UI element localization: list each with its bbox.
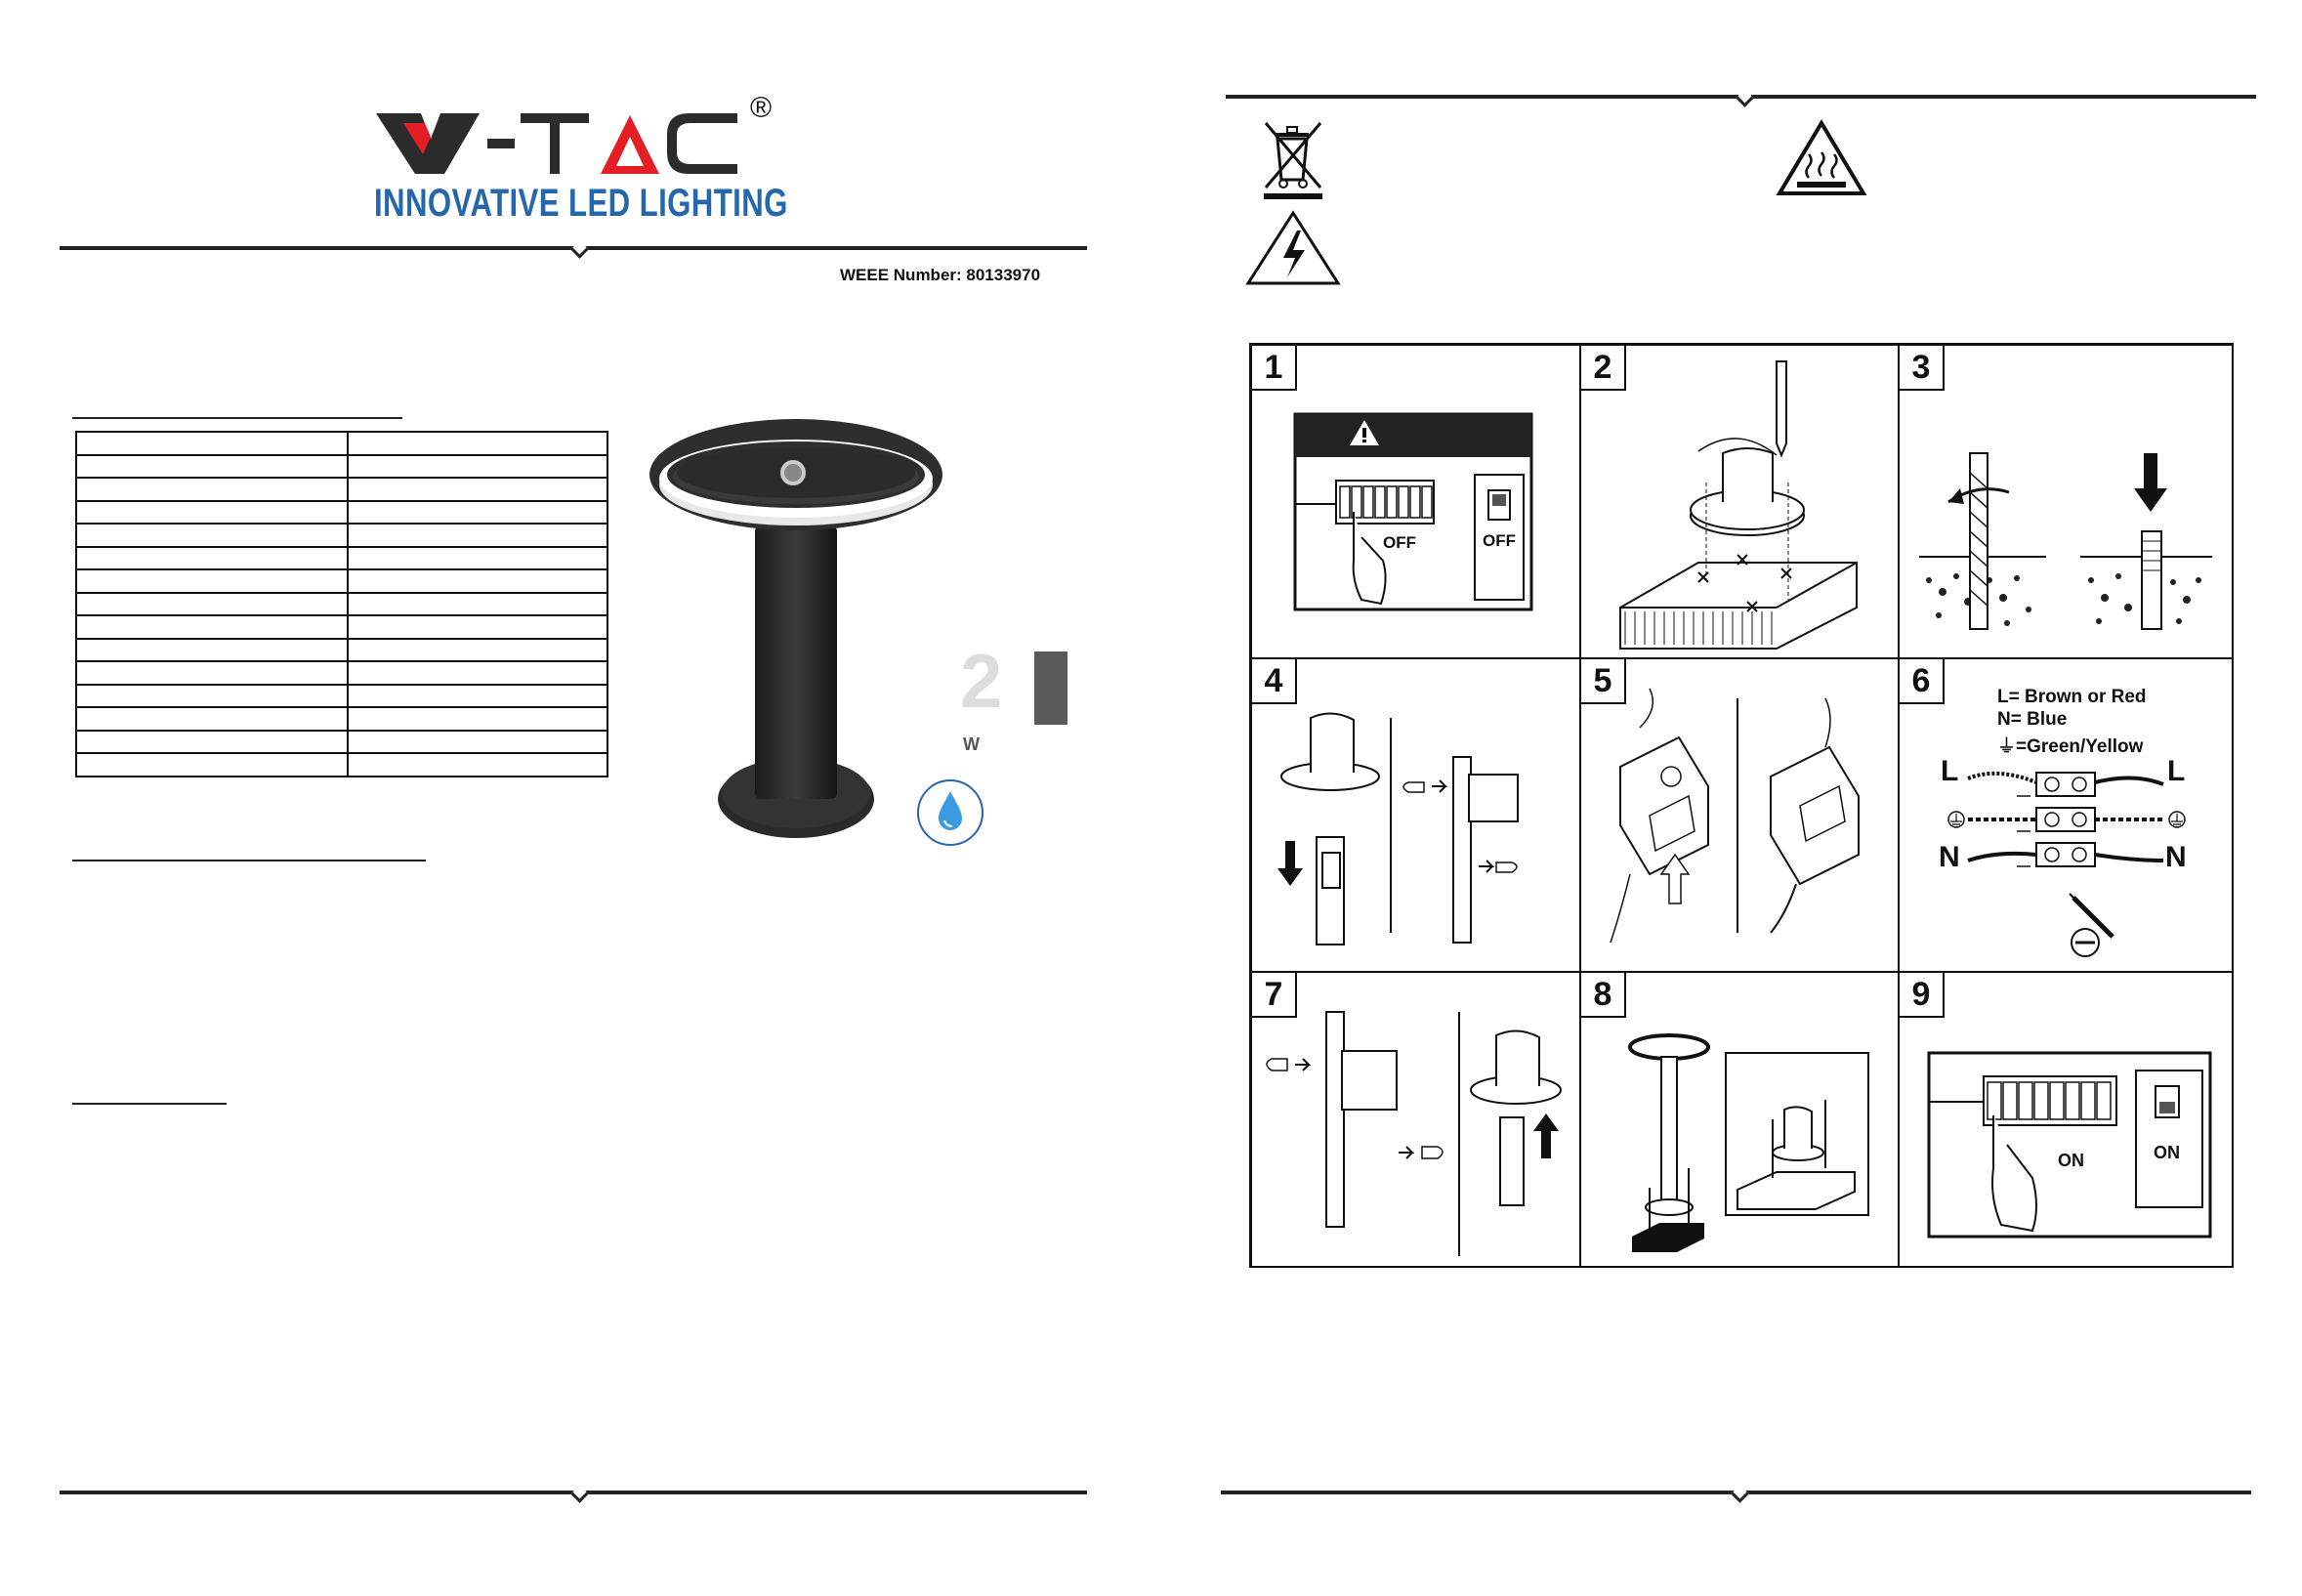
step-number: 8 (1581, 973, 1626, 1018)
grey-badge (1034, 651, 1067, 725)
wire-legend-earth: ⏚=Green/Yellow (1997, 736, 2144, 757)
spec-label-cell (76, 639, 348, 662)
terminal-label-l-right: L (2167, 755, 2186, 787)
ip-water-drop-icon (915, 777, 985, 848)
step-number: 4 (1252, 659, 1297, 704)
terminal-label-n-right: N (2165, 841, 2187, 873)
weee-number: WEEE Number: 80133970 (840, 266, 1041, 284)
spec-value-cell (348, 731, 607, 754)
wire-legend-n: N= Blue (1997, 709, 2068, 730)
step-3 (1899, 345, 2234, 658)
spec-row (76, 661, 607, 685)
step-5 (1580, 658, 1899, 972)
remove-base-illustration (1252, 659, 1581, 973)
spec-label-cell (76, 432, 348, 455)
spec-label-cell (76, 707, 348, 731)
spec-value-cell (348, 547, 607, 570)
rule-notch-bottom-right (1731, 1485, 1748, 1502)
connect-wires-illustration (1252, 973, 1581, 1269)
step-number: 1 (1252, 346, 1297, 391)
spec-value-cell (348, 432, 607, 455)
step-number: 2 (1581, 346, 1626, 391)
spec-label-cell (76, 547, 348, 570)
step-9 (1899, 972, 2234, 1268)
installation-steps (1249, 343, 2234, 1268)
spec-row (76, 501, 607, 525)
spec-label-cell (76, 753, 348, 777)
step-2 (1580, 345, 1899, 658)
registered-mark: ® (750, 92, 773, 124)
mount-lamp-illustration (1581, 973, 1900, 1269)
v-tac-logo (374, 109, 745, 178)
spec-row (76, 455, 607, 479)
spec-value-cell (348, 569, 607, 593)
spec-value-cell (348, 501, 607, 525)
wire-legend-l: L= Brown or Red (1997, 687, 2147, 707)
step-7 (1251, 972, 1580, 1268)
spec-value-cell (348, 685, 607, 708)
spec-value-cell (348, 615, 607, 639)
spec-row (76, 432, 607, 455)
spec-label-cell (76, 593, 348, 616)
on-label-breaker: ON (2058, 1151, 2084, 1170)
spec-row (76, 639, 607, 662)
spec-row (76, 524, 607, 547)
rule-notch-bottom (570, 1485, 588, 1502)
spec-label-cell (76, 615, 348, 639)
spec-label-cell (76, 455, 348, 479)
spec-label-cell (76, 685, 348, 708)
badge-digit: 2 (960, 638, 1003, 724)
switch-on-illustration (1900, 973, 2235, 1269)
spec-row (76, 615, 607, 639)
step-number: 6 (1900, 659, 1945, 704)
spec-row (76, 593, 607, 616)
drill-anchor-illustration (1900, 346, 2235, 659)
badge-letter: W (963, 735, 980, 754)
spec-label-cell (76, 524, 348, 547)
step-8 (1580, 972, 1899, 1268)
step-4 (1251, 658, 1580, 972)
spec-row (76, 685, 607, 708)
spec-label-cell (76, 661, 348, 685)
spec-label-cell (76, 569, 348, 593)
spec-heading-underline (72, 417, 402, 419)
brand-tagline: INNOVATIVE LED LIGHTING (374, 182, 788, 225)
on-label-switch: ON (2154, 1143, 2180, 1162)
bollard-lamp-image (637, 418, 949, 848)
section-underline-short (72, 1103, 227, 1105)
rule-notch (570, 240, 588, 258)
spec-row (76, 707, 607, 731)
spec-value-cell (348, 639, 607, 662)
junction-box-illustration (1581, 659, 1900, 973)
spec-row (76, 753, 607, 777)
spec-label-cell (76, 478, 348, 501)
spec-table (75, 431, 608, 777)
step-1 (1251, 345, 1580, 658)
terminal-label-l-left: L (1941, 755, 1959, 787)
rule-notch-right (1736, 89, 1753, 106)
spec-label-cell (76, 731, 348, 754)
switch-off-illustration (1252, 346, 1581, 659)
spec-row (76, 547, 607, 570)
spec-value-cell (348, 524, 607, 547)
terminal-block-illustration (1900, 659, 2235, 973)
spec-value-cell (348, 478, 607, 501)
spec-value-cell (348, 455, 607, 479)
step-number: 3 (1900, 346, 1945, 391)
spec-value-cell (348, 593, 607, 616)
step-number: 9 (1900, 973, 1945, 1018)
step-number: 5 (1581, 659, 1626, 704)
off-label-breaker: OFF (1383, 533, 1416, 552)
step-6 (1899, 658, 2234, 972)
weee-bin-icon (1260, 119, 1328, 201)
section-underline (72, 860, 426, 861)
spec-label-cell (76, 501, 348, 525)
step-number: 7 (1252, 973, 1297, 1018)
spec-row (76, 731, 607, 754)
spec-value-cell (348, 753, 607, 777)
hot-surface-icon (1776, 119, 1867, 197)
spec-row (76, 478, 607, 501)
off-label-switch: OFF (1483, 531, 1516, 550)
spec-row (76, 569, 607, 593)
terminal-label-n-left: N (1939, 841, 1960, 873)
spec-value-cell (348, 661, 607, 685)
high-voltage-icon (1244, 209, 1342, 287)
spec-value-cell (348, 707, 607, 731)
mark-holes-illustration (1581, 346, 1900, 659)
